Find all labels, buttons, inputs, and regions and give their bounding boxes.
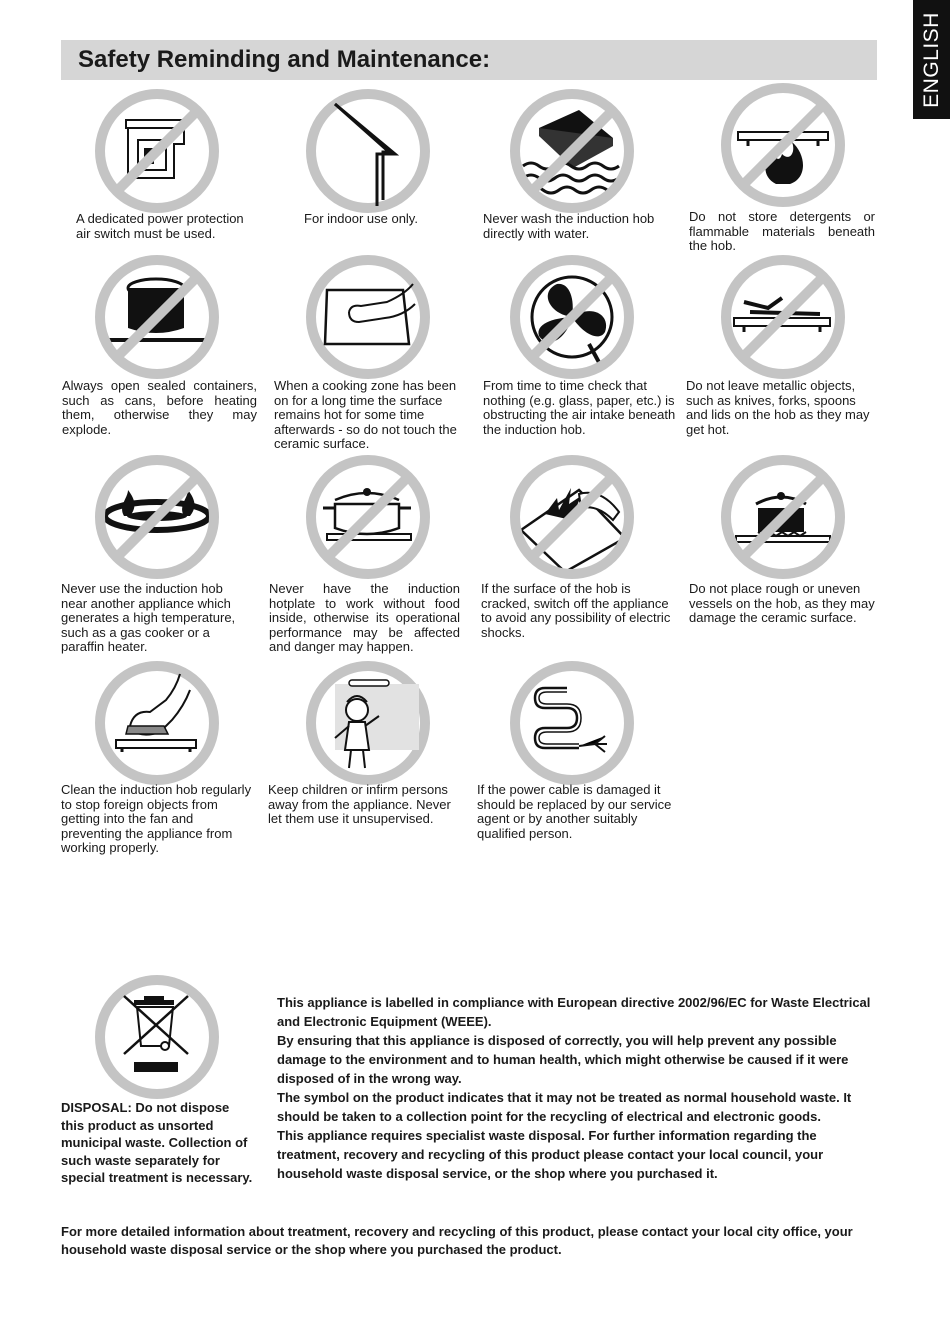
crossed-bin-icon [94, 974, 220, 1100]
uneven-vessel-icon [720, 454, 846, 580]
weee-paragraph-3: The symbol on the product indicates that it may not be treated as normal household waste. It should be taken to a collection point for the recycling of electrical and electronic goods. [277, 1090, 852, 1124]
warning-text-11: If the surface of the hob is cracked, switch off the appliance to avoid any possibility of electric shocks. [481, 581, 671, 640]
warning-text-2: For indoor use only. [304, 211, 418, 226]
warning-text-5: Always open sealed containers, such as cans, before heating them, otherwise they may explode. [62, 378, 257, 437]
cleaning-hand-icon [94, 660, 220, 786]
fan-intake-icon [509, 254, 635, 380]
air-switch-icon [94, 88, 220, 214]
weee-paragraph-4: This appliance requires specialist waste disposal. For further information regarding the treatment, recovery and recycling of this product please contact your local council, your household waste disposal service, or the shop where you purchased it. [277, 1128, 824, 1181]
warning-text-6: When a cooking zone has been on for a long time the surface remains hot for some time afterwards - so do not touch the ceramic surface. [274, 378, 457, 451]
page-title: Safety Reminding and Maintenance: [78, 46, 491, 73]
warning-text-1: A dedicated power protection air switch must be used. [76, 211, 244, 241]
weee-paragraph-2: By ensuring that this appliance is disposed of correctly, you will help prevent any possible damage to the environment and to human health, which might otherwise be caused if it were disposed of in the wrong way. [277, 1033, 849, 1086]
warning-text-14: Keep children or infirm persons away from the appliance. Never let them use it unsupervised. [268, 782, 451, 826]
hot-surface-hand-icon [305, 254, 431, 380]
title-bar [61, 40, 877, 80]
child-icon [305, 660, 431, 786]
gas-cooker-icon [94, 454, 220, 580]
disposal-note: DISPOSAL: Do not dispose this product as unsorted municipal waste. Collection of such waste separately for special treatment is necessary. [61, 1100, 253, 1186]
metal-utensils-icon [720, 254, 846, 380]
no-flammable-storage-icon [720, 82, 846, 208]
weee-paragraph-1: This appliance is labelled in compliance with European directive 2002/96/EC for Waste Electrical and Electronic Equipment (WEEE). [277, 995, 871, 1029]
footer-note: For more detailed information about treatment, recovery and recycling of this product, please contact your local city office, your household waste disposal service or the shop where you purchased the product. [61, 1224, 853, 1257]
empty-pot-icon [305, 454, 431, 580]
warning-text-3: Never wash the induction hob directly with water. [483, 211, 655, 241]
warning-text-4: Do not store detergents or flammable materials beneath the hob. [689, 209, 875, 253]
cracked-surface-icon [509, 454, 635, 580]
no-water-wash-icon [509, 88, 635, 214]
language-tab [913, 0, 950, 119]
weee-text [277, 993, 879, 1183]
warning-text-12: Do not place rough or uneven vessels on the hob, as they may damage the ceramic surface. [689, 581, 875, 625]
power-cable-icon [509, 660, 635, 786]
language-tab-label: ENGLISH [919, 11, 943, 108]
warning-text-15: If the power cable is damaged it should be replaced by our service agent or by another suitably qualified person. [477, 782, 672, 841]
warning-text-9: Never use the induction hob near another appliance which generates a high temperature, such as a gas cooker or a paraffin heater. [61, 581, 236, 654]
warning-text-13: Clean the induction hob regularly to stop foreign objects from getting into the fan and preventing the appliance from working properly. [61, 782, 252, 855]
indoor-use-icon [305, 88, 431, 214]
warning-text-8: Do not leave metallic objects, such as knives, forks, spoons and lids on the hob as they may get hot. [686, 378, 870, 437]
warning-text-7: From time to time check that nothing (e.g. glass, paper, etc.) is obstructing the air intake beneath the induction hob. [483, 378, 676, 437]
warning-text-10: Never have the induction hotplate to work without food inside, otherwise its operational performance may be affected and danger may happen. [269, 581, 460, 654]
sealed-can-icon [94, 254, 220, 380]
